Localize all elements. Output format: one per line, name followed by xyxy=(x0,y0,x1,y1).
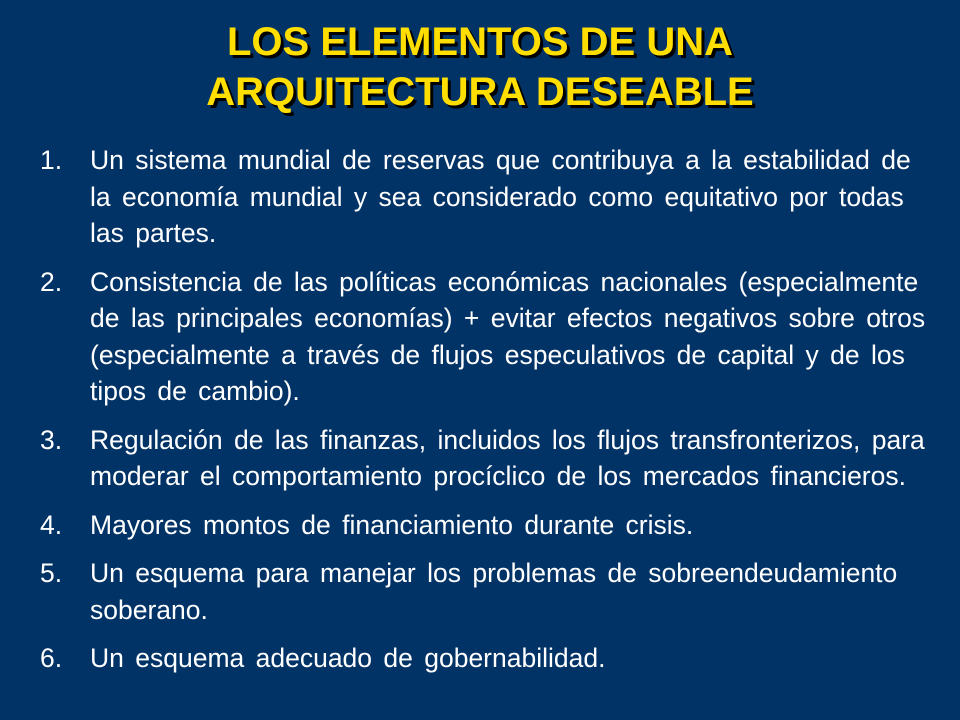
list-item-number: 2. xyxy=(40,266,63,297)
list-item-text: Consistencia de las políticas económicas nacionales (especialmente de las principales economías) + evitar efectos negativos sobre otros (especialmente a través de flujos especulativos de capital y de los tipos de cambio). xyxy=(90,266,926,406)
list-item-text: Un esquema adecuado de gobernabilidad. xyxy=(90,643,606,673)
list-item-text: Un sistema mundial de reservas que contribuya a la estabilidad de la economía mundial y sea considerado como equitativo por todas las partes. xyxy=(90,145,911,248)
list-item-text: Regulación de las finanzas, incluidos los flujos transfronterizos, para moderar el comportamiento procíclico de los mercados financieros. xyxy=(90,424,925,491)
slide-title-line-2: ARQUITECTURA DESEABLE xyxy=(206,70,754,114)
list-item-4 xyxy=(40,507,940,544)
numbered-list xyxy=(40,142,940,689)
list-item-5 xyxy=(40,555,940,628)
list-item-3 xyxy=(40,422,940,495)
list-item-number: 5. xyxy=(40,558,63,588)
slide-title xyxy=(0,17,960,117)
list-item-text: Un esquema para manejar los problemas de sobreendeudamiento soberano. xyxy=(90,558,898,625)
list-item-text: Mayores montos de financiamiento durante crisis. xyxy=(90,509,694,540)
list-item-1 xyxy=(40,142,940,252)
slide-title-line-1: LOS ELEMENTOS DE UNA xyxy=(227,20,733,64)
list-item-number: 1. xyxy=(40,145,63,175)
list-item-2 xyxy=(40,264,940,410)
list-item-6 xyxy=(40,640,940,677)
list-item-number: 4. xyxy=(40,509,63,540)
list-item-number: 6. xyxy=(40,643,63,673)
list-item-number: 3. xyxy=(40,424,63,455)
